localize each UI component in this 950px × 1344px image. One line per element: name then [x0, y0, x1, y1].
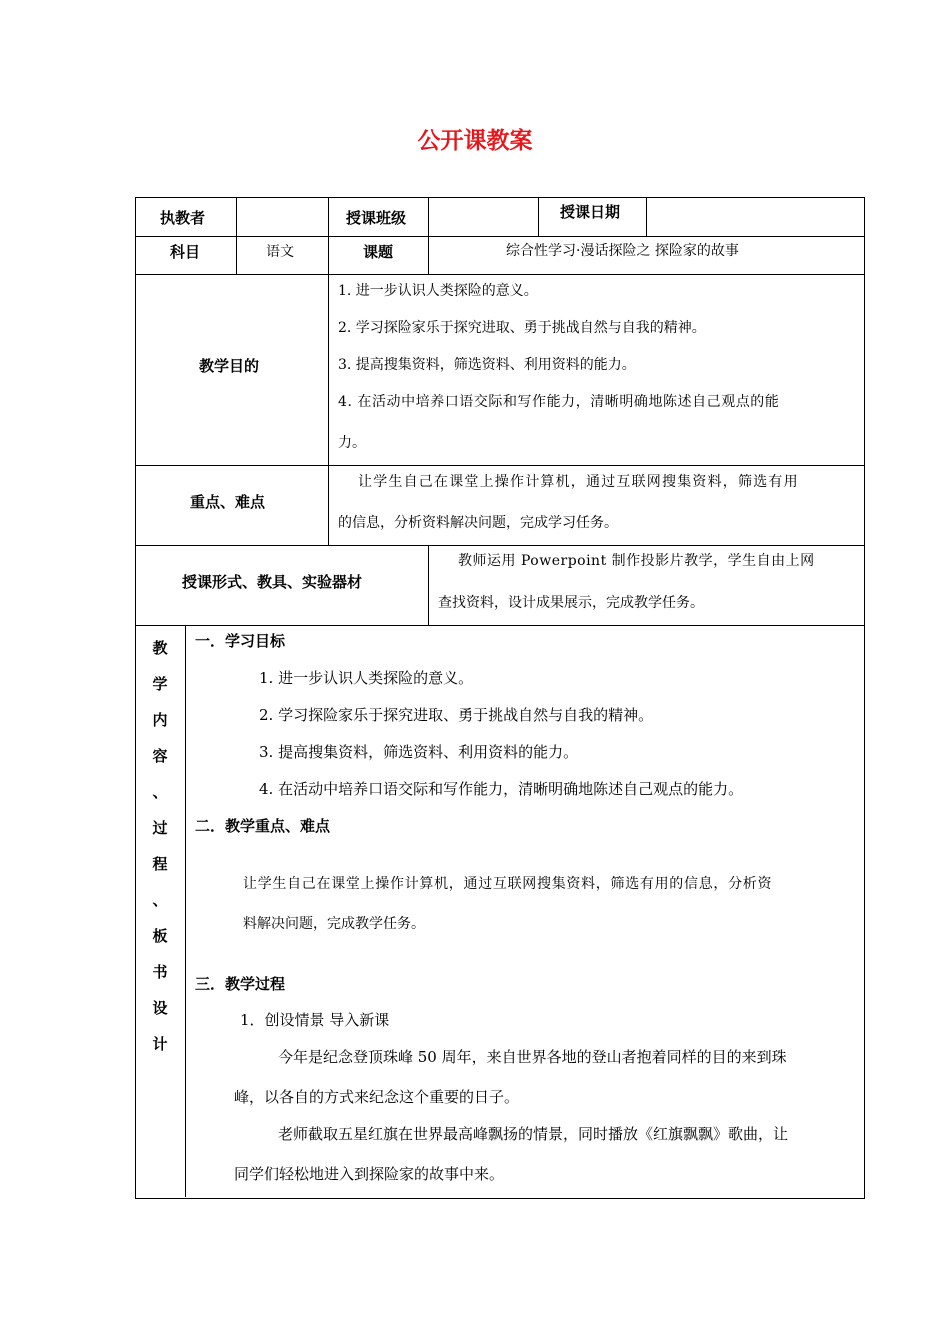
- materials-line: 教师运用 Powerpoint 制作投影片教学，学生自由上网: [458, 553, 815, 569]
- objective-item: 1. 进一步认识人类探险的意义。: [338, 283, 538, 299]
- section1-title: 一．学习目标: [195, 632, 286, 650]
- col-divider: [328, 197, 329, 545]
- step1-title: 1．创设情景 导入新课: [240, 1011, 390, 1029]
- page-title: 公开课教案: [417, 128, 533, 154]
- keypoints-line: 让学生自己在课堂上操作计算机，通过互联网搜集资料，筛选有用: [358, 474, 799, 490]
- side-label-char: 板: [152, 927, 168, 945]
- side-label-char: 学: [152, 675, 168, 693]
- side-label-char: 容: [152, 747, 168, 765]
- row-divider: [135, 625, 864, 626]
- keypoints-label: 重点、难点: [190, 493, 266, 511]
- side-label-char: 书: [152, 963, 168, 981]
- side-label-char: 设: [152, 999, 168, 1017]
- section2-line: 料解决问题，完成教学任务。: [243, 916, 425, 932]
- step1-paragraph-line: 老师截取五星红旗在世界最高峰飘扬的情景，同时播放《红旗飘飘》歌曲，让: [278, 1125, 789, 1143]
- section1-item: 4. 在活动中培养口语交际和写作能力，清晰明确地陈述自己观点的能力。: [259, 780, 744, 798]
- class-label: 授课班级: [346, 209, 407, 227]
- topic-label: 课题: [363, 243, 394, 261]
- section1-item: 3. 提高搜集资料，筛选资料、利用资料的能力。: [259, 743, 579, 761]
- side-label-char: 教: [152, 639, 168, 657]
- subject-value: 语文: [266, 244, 294, 260]
- objective-item: 3. 提高搜集资料，筛选资料、利用资料的能力。: [338, 357, 636, 373]
- section1-item: 1. 进一步认识人类探险的意义。: [259, 669, 474, 687]
- side-label-char: 、: [152, 891, 168, 909]
- section2-line: 让学生自己在课堂上操作计算机，通过互联网搜集资料，筛选有用的信息，分析资: [243, 876, 773, 892]
- side-label-char: 、: [152, 783, 168, 801]
- col-divider: [185, 625, 186, 1197]
- section3-title: 三．教学过程: [195, 975, 286, 993]
- col-divider: [236, 197, 237, 274]
- side-label-char: 过: [152, 819, 168, 837]
- subject-label: 科目: [170, 243, 201, 261]
- col-divider: [646, 197, 647, 236]
- col-divider: [538, 197, 539, 236]
- step1-paragraph-line: 今年是纪念登顶珠峰 50 周年，来自世界各地的登山者抱着同样的目的来到珠: [278, 1048, 787, 1066]
- col-divider: [428, 197, 429, 274]
- row-divider: [135, 274, 864, 275]
- objective-item: 4. 在活动中培养口语交际和写作能力，清晰明确地陈述自己观点的能: [338, 394, 780, 410]
- col-divider: [428, 545, 429, 625]
- objectives-label: 教学目的: [199, 357, 260, 375]
- row-divider: [135, 465, 864, 466]
- row-divider: [135, 545, 864, 546]
- section2-title: 二．教学重点、难点: [195, 817, 331, 835]
- step1-paragraph-line: 峰，以各自的方式来纪念这个重要的日子。: [234, 1088, 520, 1106]
- side-label-char: 内: [152, 711, 168, 729]
- date-label: 授课日期: [560, 203, 621, 221]
- side-label-char: 计: [152, 1035, 168, 1053]
- materials-label: 授课形式、教具、实验器材: [182, 573, 363, 591]
- topic-value: 综合性学习·漫话探险之 探险家的故事: [506, 243, 739, 259]
- objective-item: 力。: [338, 435, 366, 451]
- materials-line: 查找资料，设计成果展示，完成教学任务。: [438, 595, 704, 611]
- teacher-label: 执教者: [160, 209, 206, 227]
- section1-item: 2. 学习探险家乐于探究进取、勇于挑战自然与自我的精神。: [259, 706, 654, 724]
- objective-item: 2. 学习探险家乐于探究进取、勇于挑战自然与自我的精神。: [338, 320, 706, 336]
- step1-paragraph-line: 同学们轻松地进入到探险家的故事中来。: [234, 1165, 505, 1183]
- content-side-label: [136, 630, 184, 1062]
- side-label-char: 程: [152, 855, 168, 873]
- row-divider: [135, 236, 864, 237]
- keypoints-line: 的信息，分析资料解决问题，完成学习任务。: [338, 515, 618, 531]
